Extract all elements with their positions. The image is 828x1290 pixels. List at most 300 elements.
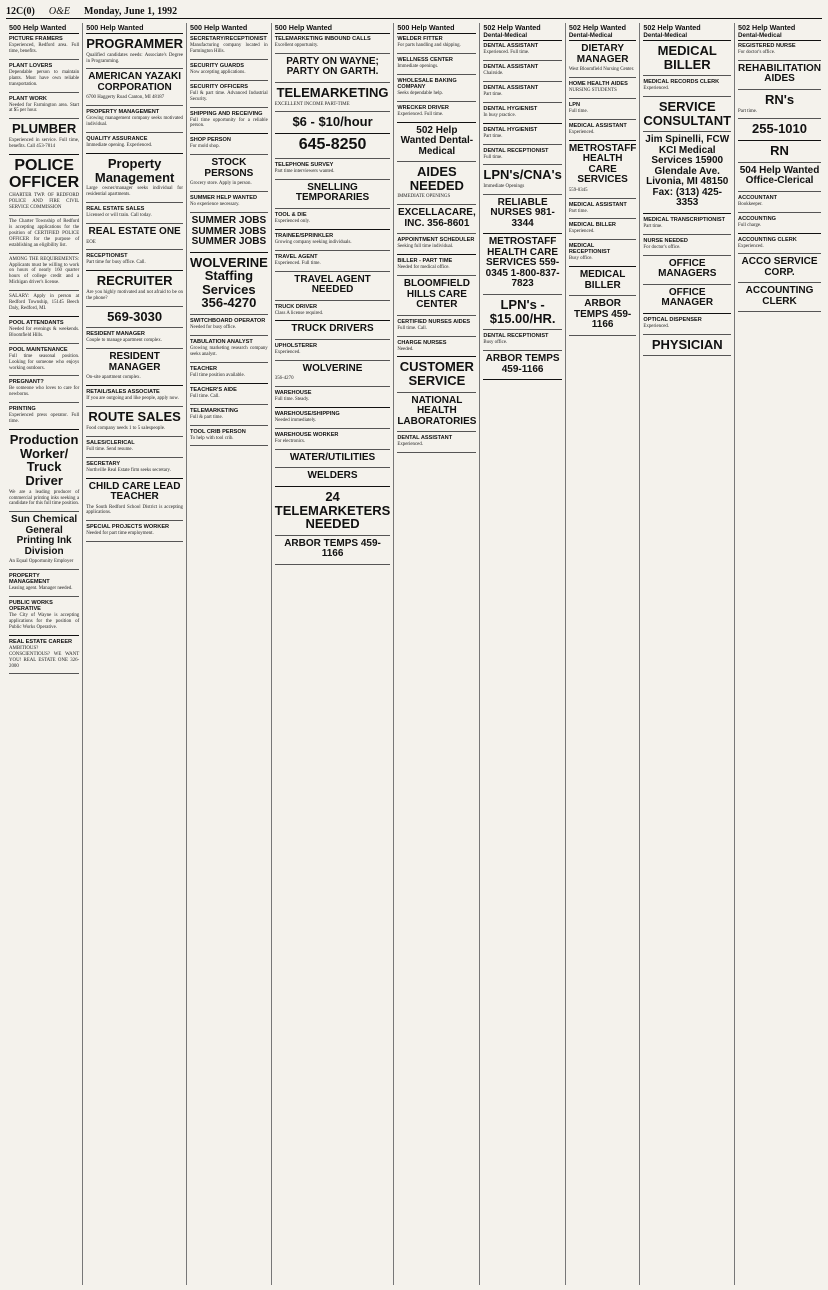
classified-ad (86, 482, 183, 517)
ad-divider (569, 198, 637, 199)
ad-body: For mold shop. (190, 144, 220, 150)
ad-body: Immediate openings. (397, 63, 439, 69)
ad-body: Now accepting applications. (190, 69, 246, 75)
ad-divider (397, 431, 476, 432)
ad-title: RETAIL/SALES ASSOCIATE (86, 389, 160, 396)
classified-ad (397, 36, 476, 49)
ad-divider (9, 429, 79, 430)
ad-title: DENTAL ASSISTANT (483, 84, 539, 91)
ad-divider (275, 486, 391, 487)
classified-ad (275, 57, 391, 78)
ad-body: SALARY: Apply in person at Redford Township, 15145 Beech Daly, Redford, MI. (9, 294, 80, 311)
ad-title: SECRETARY/RECEPTIONIST (190, 36, 267, 42)
ad-divider (397, 204, 476, 205)
ad-display-heading: PLUMBER (11, 121, 77, 137)
classified-ad (397, 279, 476, 311)
ad-display-heading: RESIDENT MANAGER (108, 351, 161, 373)
ad-title: RESIDENT MANAGER (86, 331, 145, 338)
ad-divider (738, 233, 821, 234)
ad-body: 6700 Haggerty Road Canton, MI 48187 (86, 95, 165, 101)
ad-display-heading: OFFICE MANAGER (661, 286, 714, 309)
ad-title: LPN (568, 101, 581, 108)
classified-ad (643, 100, 731, 127)
ad-display-heading: RELIABLE NURSES 981-3344 (490, 196, 555, 229)
ad-body: Needed for part time employment. (86, 531, 154, 537)
ad-divider (397, 356, 476, 357)
ad-divider (643, 131, 731, 132)
ad-divider (86, 406, 183, 407)
ad-divider (738, 140, 821, 141)
ad-divider (9, 59, 79, 60)
ad-title: PICTURE FRAMERS (9, 36, 63, 42)
ad-body: Full charge. (738, 222, 762, 228)
column-heading (190, 23, 268, 34)
ad-body: Part time. (568, 208, 588, 214)
ad-divider (569, 335, 637, 336)
ad-divider (738, 253, 821, 254)
ad-divider (9, 635, 79, 636)
ad-divider (643, 355, 731, 356)
ad-divider (738, 311, 821, 312)
ad-divider (738, 118, 821, 119)
classified-ad (9, 600, 79, 631)
ad-divider (86, 478, 183, 479)
ad-body: Needed. (397, 346, 414, 352)
ad-divider (397, 275, 476, 276)
classified-ad (738, 122, 821, 136)
ad-divider (9, 92, 79, 93)
classified-ad (275, 411, 391, 424)
column-2 (83, 23, 187, 1285)
ad-divider (9, 402, 79, 403)
ad-divider (569, 239, 637, 240)
ad-title: SECURITY OFFICERS (190, 83, 249, 90)
ad-body: Experienced, Redford area. Full time, benefits. (9, 43, 80, 54)
ad-body: Experienced. Full time. (483, 50, 530, 55)
classified-ad (397, 78, 476, 97)
ad-title: WELDER FITTER (397, 36, 443, 42)
ad-body: Immediate Openings (483, 184, 525, 190)
ad-body: Class A license required. (274, 310, 324, 316)
ad-divider (643, 75, 731, 76)
ad-body: Experienced in service. Full time, benefits. Call 453-7814 (9, 137, 80, 149)
ad-body: Full time. Call. (190, 393, 220, 399)
column-heading (483, 23, 561, 41)
ad-body: The City of Wayne is accepting applications for the position of Public Works Operative. (9, 613, 80, 630)
column-heading-label: 502 Help Wanted (643, 23, 701, 32)
ad-body: Full time. (568, 108, 588, 114)
ad-divider (483, 81, 561, 82)
ad-body: Growing company seeking individuals. (274, 239, 352, 245)
ad-divider (569, 218, 637, 219)
classified-ad (9, 379, 79, 398)
ad-divider (275, 386, 391, 387)
ad-title: MEDICAL RECORDS CLERK (643, 79, 720, 86)
section-name: O&E (48, 5, 70, 17)
classified-ad (9, 320, 79, 339)
ad-divider (569, 140, 637, 141)
ad-title: REAL ESTATE SALES (86, 206, 145, 213)
masthead (6, 4, 822, 19)
classified-ad (738, 166, 821, 187)
classified-ad (483, 237, 561, 290)
classified-ad (569, 144, 637, 194)
ad-display-heading: TRAVEL AGENT NEEDED (294, 273, 371, 296)
classified-ad (569, 102, 637, 115)
ad-divider (397, 161, 476, 162)
ad-display-heading: PHYSICIAN (651, 336, 723, 352)
ad-divider (397, 53, 476, 54)
classified-ad (9, 347, 79, 372)
classified-ad (275, 471, 391, 482)
classified-ad (275, 539, 391, 560)
classified-ad (483, 298, 561, 325)
ad-divider (86, 306, 183, 307)
ad-title: MEDICAL TRANSCRIPTIONIST (643, 216, 726, 223)
ad-divider (397, 336, 476, 337)
ad-divider (275, 179, 391, 180)
column-8 (640, 23, 735, 1285)
ad-title: RECEPTIONIST (86, 253, 128, 260)
ad-display-heading: EXCELLACARE, INC. 356-8601 (397, 207, 476, 229)
classified-ad (275, 304, 391, 317)
ad-body: Experienced. (643, 323, 670, 329)
ad-display-heading: 645-8250 (298, 136, 367, 154)
ad-body: Needed for medical office. (397, 265, 450, 271)
classified-ad (643, 79, 731, 92)
classified-ad (397, 319, 476, 332)
ad-display-heading: STOCK PERSONS (204, 157, 254, 179)
ad-divider (275, 250, 391, 251)
ad-title: WAREHOUSE WORKER (274, 432, 339, 439)
classified-ad (190, 256, 268, 311)
ad-divider (483, 164, 561, 165)
page-number: 12C(0) (6, 5, 35, 17)
ad-divider (190, 212, 268, 213)
column-heading (569, 23, 637, 41)
ad-title: HOME HEALTH AIDES (568, 80, 628, 87)
ad-divider (738, 89, 821, 90)
ad-title: DENTAL HYGIENIST (483, 105, 538, 112)
ad-divider (275, 158, 391, 159)
ad-body: Leasing agent. Manager needed. (9, 586, 73, 592)
ad-display-heading: 569-3030 (107, 308, 163, 324)
ad-display-heading: MEDICAL BILLER (657, 43, 717, 72)
classified-ad (483, 168, 561, 190)
ad-title: WAREHOUSE/SHIPPING (274, 411, 340, 418)
ad-body: Experienced. Full time. (397, 111, 444, 117)
ad-divider (643, 96, 731, 97)
ad-divider (86, 385, 183, 386)
ad-title: APPOINTMENT SCHEDULER (397, 237, 475, 244)
classified-ad (275, 233, 391, 246)
classified-ad (275, 115, 391, 129)
classified-ad (483, 198, 561, 230)
ad-divider (86, 68, 183, 69)
ad-display-heading: ACCOUNTING CLERK (745, 285, 814, 307)
column-subheading: Dental-Medical (483, 32, 528, 39)
ad-title: TELEPHONE SURVEY (274, 161, 334, 168)
ad-title: MEDICAL ASSISTANT (568, 201, 627, 208)
classified-ad (9, 294, 79, 312)
ad-title: SPECIAL PROJECTS WORKER (86, 524, 170, 531)
ad-title: ACCOUNTANT (738, 194, 778, 201)
column-subheading: Dental-Medical (643, 32, 688, 39)
ad-display-heading: POLICE OFFICER (9, 156, 80, 191)
ad-divider (275, 229, 391, 230)
classified-ad (738, 64, 821, 85)
ad-body: Excellent opportunity. (274, 43, 319, 48)
classified-ad (190, 429, 268, 442)
ad-divider (9, 596, 79, 597)
ad-display-heading: TRUCK DRIVERS (291, 323, 374, 335)
classified-ad (190, 195, 268, 208)
ad-divider (275, 535, 391, 536)
ad-display-heading: 24 TELEMARKETERS NEEDED (274, 488, 391, 532)
classified-ad (569, 202, 637, 215)
ad-title: TEACHER (190, 365, 218, 372)
ad-body: Be someone who loves to care for newborns. (9, 386, 80, 398)
ad-divider (569, 295, 637, 296)
ad-body: Full & part time. (190, 414, 223, 420)
ad-divider (190, 154, 268, 155)
ad-divider (9, 316, 79, 317)
ad-divider (86, 223, 183, 224)
ad-title: CHARGE NURSES (397, 339, 447, 346)
classified-ad (86, 352, 183, 381)
ad-display-heading: 255-1010 (752, 121, 807, 137)
ad-body: We are a leading producer of commercial printing inks seeking a candidate for this full time position. (9, 489, 80, 507)
classified-ad (9, 406, 79, 425)
ad-divider (643, 234, 731, 235)
column-heading-label: 500 Help Wanted (86, 23, 144, 32)
ad-divider (643, 313, 731, 314)
classified-ad (483, 333, 561, 346)
classified-ad (643, 288, 731, 309)
ad-body: Full time opportunity for a reliable person. (190, 117, 268, 129)
ad-title: TABULATION ANALYST (190, 339, 253, 346)
ad-title: UPHOLSTERER (274, 342, 318, 349)
ad-body: Couple to manage apartment complex. (86, 338, 162, 344)
ad-divider (9, 253, 79, 254)
ad-body: Full time seasonal position. Looking for someone who enjoys working outdoors. (9, 353, 80, 371)
classified-ad (569, 81, 637, 94)
ad-body: For doctor's office. (738, 50, 776, 55)
ad-divider (86, 105, 183, 106)
ad-divider (190, 133, 268, 134)
column-heading (738, 23, 821, 41)
ad-divider (483, 233, 561, 234)
ad-divider (275, 407, 391, 408)
ad-title: REAL ESTATE CAREER (9, 638, 73, 645)
ad-title: BILLER - PART TIME (397, 258, 453, 265)
classified-ad (86, 410, 183, 432)
ad-display-heading: ACCO SERVICE CORP. (741, 256, 818, 278)
classified-ad (643, 338, 731, 352)
classified-ad (190, 63, 268, 76)
ad-body: Experienced. (397, 442, 423, 448)
classified-ad (9, 36, 79, 55)
ad-body: Part time. (483, 91, 503, 97)
classified-ad (86, 389, 183, 402)
classified-columns (6, 23, 822, 1285)
column-heading-label: 500 Help Wanted (9, 23, 67, 32)
ad-divider (190, 383, 268, 384)
ad-display-heading: PARTY ON WAYNE; PARTY ON GARTH. (286, 55, 379, 78)
ad-title: REGISTERED NURSE (738, 43, 796, 49)
ad-divider (397, 74, 476, 75)
ad-body: Experienced. (568, 229, 595, 235)
ad-body: Growing marketing research company seeks analyst. (190, 346, 268, 357)
classified-ad (190, 387, 268, 400)
ad-title: POOL ATTENDANTS (9, 319, 64, 326)
ad-divider (738, 282, 821, 283)
ad-title: PLANT LOVERS (9, 62, 53, 69)
ad-divider (643, 213, 731, 214)
ad-title: WAREHOUSE (274, 390, 312, 397)
ad-display-heading: PROGRAMMER (86, 36, 183, 51)
ad-divider (190, 362, 268, 363)
classified-ad (483, 127, 561, 140)
classified-ad (275, 453, 391, 464)
ad-body: For doctor's office. (643, 244, 681, 250)
classified-ad (483, 354, 561, 375)
classified-ad (738, 93, 821, 115)
classified-ad (397, 258, 476, 271)
ad-divider (86, 153, 183, 154)
ad-body: Immediate opening. Experienced. (86, 143, 153, 149)
ad-title: SHOP PERSON (190, 137, 231, 144)
classified-ad (86, 253, 183, 266)
ad-divider (483, 102, 561, 103)
ad-divider (397, 452, 476, 453)
column-heading (397, 23, 476, 34)
ad-divider (190, 314, 268, 315)
classified-ad (483, 148, 561, 161)
ad-divider (738, 191, 821, 192)
column-6 (480, 23, 565, 1285)
ad-title: PUBLIC WORKS OPERATIVE (9, 600, 53, 613)
classified-ad (483, 43, 561, 56)
ad-body: No experience necessary. (190, 202, 240, 208)
ad-title: PREGNANT? (9, 379, 44, 386)
classified-ad (275, 390, 391, 403)
ad-body: Chairside. (483, 70, 504, 76)
ad-display-heading: AIDES NEEDED (409, 164, 464, 193)
classified-ad (86, 206, 183, 219)
ad-divider (190, 80, 268, 81)
classified-ad (190, 137, 268, 150)
classified-ad (275, 275, 391, 296)
ad-divider (738, 162, 821, 163)
ad-divider (9, 215, 79, 216)
ad-body: Full time. Send resume. (86, 446, 133, 452)
classified-ad (9, 158, 79, 211)
classified-ad (569, 270, 637, 291)
ad-display-heading: RN (770, 143, 789, 159)
ad-body: Needed immediately. (274, 418, 317, 424)
ad-divider (86, 520, 183, 521)
ad-divider (397, 101, 476, 102)
ad-display-heading: WELDERS (307, 470, 358, 482)
ad-divider (738, 212, 821, 213)
classified-ad (275, 254, 391, 267)
ad-body: EXCELLENT INCOME PART-TIME (274, 101, 350, 107)
classified-ad (9, 257, 79, 287)
ad-divider (275, 133, 391, 134)
ad-divider (9, 290, 79, 291)
ad-title: OPTICAL DISPENSER (643, 316, 702, 323)
ad-divider (9, 375, 79, 376)
ad-body: Needed for Farmington area. Start at $5 per hour. (9, 102, 80, 114)
ad-title: TELEMARKETING INBOUND CALLS (274, 36, 371, 42)
ad-display-heading: REHABILITATION AIDES (738, 62, 822, 85)
column-5 (394, 23, 480, 1285)
ad-body: West Bloomfield Nursing Center. (568, 67, 635, 72)
ad-divider (86, 270, 183, 271)
ad-body: To help with tool crib. (190, 435, 234, 441)
ad-body: Dependable person to maintain plants. Must have own reliable transportation. (9, 69, 80, 87)
classified-ad (86, 72, 183, 101)
classified-ad (9, 96, 79, 115)
ad-divider (643, 255, 731, 256)
ad-display-heading: SNELLING TEMPORARIES (295, 181, 370, 204)
ad-title: SALES/CLERICAL (86, 439, 135, 446)
ad-title: WHOLESALE BAKING COMPANY (397, 77, 457, 90)
ad-body: Full & part time. Advanced Industrial Security. (190, 90, 268, 102)
ad-body: Bookkeeper. (738, 201, 763, 207)
ad-display-heading: DIETARY MANAGER (576, 43, 629, 65)
ad-body: Busy office. (568, 256, 593, 262)
ad-divider (86, 541, 183, 542)
classified-ad (86, 157, 183, 198)
column-heading (9, 23, 79, 34)
classified-ad (190, 84, 268, 103)
ad-divider (569, 77, 637, 78)
classified-ad (397, 396, 476, 428)
ad-title: PLANT WORK (9, 95, 47, 102)
classified-ad (643, 217, 731, 230)
classified-ad (275, 490, 391, 531)
classified-ad (569, 243, 637, 262)
classified-ad (86, 37, 183, 64)
ad-title: MEDICAL ASSISTANT (568, 122, 627, 129)
classified-ad (9, 433, 79, 507)
ad-display-heading: SERVICE CONSULTANT (643, 99, 732, 128)
classified-ad (190, 318, 268, 331)
classified-ad (86, 227, 183, 245)
classified-ad (86, 274, 183, 301)
ad-body: Food company needs 1 to 5 salespeople. (86, 425, 166, 431)
column-heading-label: 502 Help Wanted (483, 23, 541, 32)
classified-ad (9, 515, 79, 565)
ad-divider (190, 107, 268, 108)
ad-display-heading: WOLVERINE Staffing Services 356-4270 (190, 254, 268, 311)
classified-ad (86, 109, 183, 128)
classified-ad (738, 43, 821, 56)
ad-body: Part time. (643, 223, 663, 229)
ad-body: In busy practice. (483, 112, 516, 118)
ad-divider (190, 252, 268, 253)
classified-ad (569, 222, 637, 235)
classified-ad (190, 216, 268, 248)
classified-ad (738, 144, 821, 158)
ad-display-heading: METROSTAFF HEALTH CARE SERVICES 559-0345 1-800-837-7823 (485, 236, 560, 290)
classified-ad (275, 432, 391, 445)
classified-ad (275, 212, 391, 225)
classified-ad (483, 106, 561, 119)
classified-ad (9, 219, 79, 249)
